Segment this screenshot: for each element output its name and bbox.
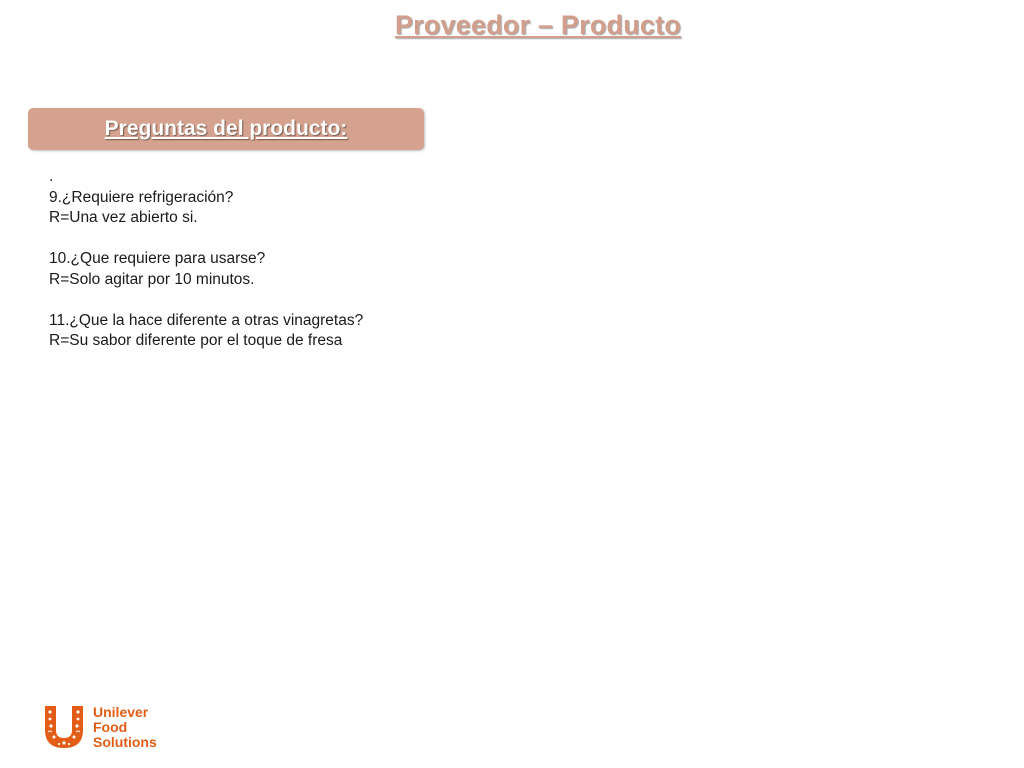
answer-11: R=Su sabor diferente por el toque de fresa [49, 332, 343, 349]
unilever-u-icon [42, 704, 86, 750]
logo-text [93, 705, 157, 750]
section-header [28, 108, 424, 150]
question-9: 9.¿Requiere refrigeración? [49, 188, 234, 206]
logo-line-3: Solutions [93, 733, 157, 750]
answer-10: R=Solo agitar por 10 minutos. [49, 270, 255, 288]
spacer [49, 290, 469, 311]
answer-9: R=Una vez abierto si. [49, 209, 198, 226]
section-header-label: Preguntas del producto: [104, 117, 348, 140]
slide-title: Proveedor – Producto [394, 10, 682, 40]
lead-dot: . [49, 168, 54, 185]
logo-line-2: Food [93, 718, 128, 735]
qa-list [49, 167, 469, 352]
logo-line-1: Unilever [93, 703, 149, 720]
question-10: 10.¿Que requiere para usarse? [49, 250, 266, 267]
spacer [49, 229, 469, 250]
unilever-food-solutions-logo [42, 704, 157, 750]
question-11: 11.¿Que la hace diferente a otras vinagretas? [49, 311, 364, 329]
